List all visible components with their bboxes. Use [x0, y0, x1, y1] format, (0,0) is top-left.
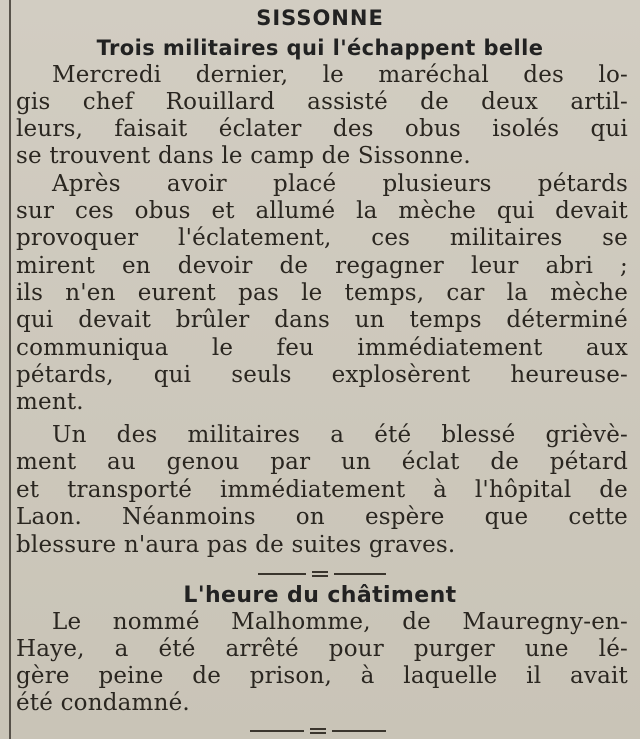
- separator-rule: [332, 730, 386, 732]
- article-line: leurs, faisait éclater des obus isolés qui: [16, 116, 628, 142]
- column-rule: [9, 0, 11, 739]
- article-line: communiqua le feu immédiatement aux: [16, 335, 628, 361]
- article-line: qui devait brûler dans un temps déterminé: [16, 307, 628, 333]
- article-line: gère peine de prison, à laquelle il avait: [16, 663, 628, 689]
- article-line: Haye, a été arrêté pour purger une lé-: [16, 636, 628, 662]
- separator-ornament: [310, 728, 326, 734]
- article-line: Après avoir placé plusieurs pétards: [52, 171, 628, 197]
- article-line: Le nommé Malhomme, de Mauregny-en-: [52, 609, 628, 635]
- section-heading: SISSONNE: [256, 6, 384, 30]
- separator-rule: [250, 730, 304, 732]
- article-line: Laon. Néanmoins on espère que cette: [16, 504, 628, 530]
- article-title: Trois militaires qui l'échappent belle: [96, 36, 544, 60]
- article-line: sur ces obus et allumé la mèche qui devait: [16, 198, 628, 224]
- article-line: se trouvent dans le camp de Sissonne.: [16, 143, 471, 169]
- article-line: pétards, qui seuls explosèrent heureuse-: [16, 362, 628, 388]
- article-title: L'heure du châtiment: [183, 583, 457, 608]
- article-line: blessure n'aura pas de suites graves.: [16, 532, 456, 558]
- article-line: et transporté immédiatement à l'hôpital de: [16, 477, 628, 503]
- article-line: provoquer l'éclatement, ces militaires se: [16, 225, 628, 251]
- separator-ornament: [312, 571, 328, 577]
- article-line: Un des militaires a été blessé grièvè-: [52, 422, 628, 448]
- article-line: ment au genou par un éclat de pétard: [16, 449, 628, 475]
- article-line: gis chef Rouillard assisté de deux artil-: [16, 89, 628, 115]
- article-line: ils n'en eurent pas le temps, car la mèche: [16, 280, 628, 306]
- article-line: ment.: [16, 389, 84, 415]
- article-line: été condamné.: [16, 690, 190, 716]
- separator-rule: [258, 573, 306, 575]
- article-line: Mercredi dernier, le maréchal des lo-: [52, 62, 628, 88]
- article-line: mirent en devoir de regagner leur abri ;: [16, 253, 628, 279]
- separator-rule: [334, 573, 386, 575]
